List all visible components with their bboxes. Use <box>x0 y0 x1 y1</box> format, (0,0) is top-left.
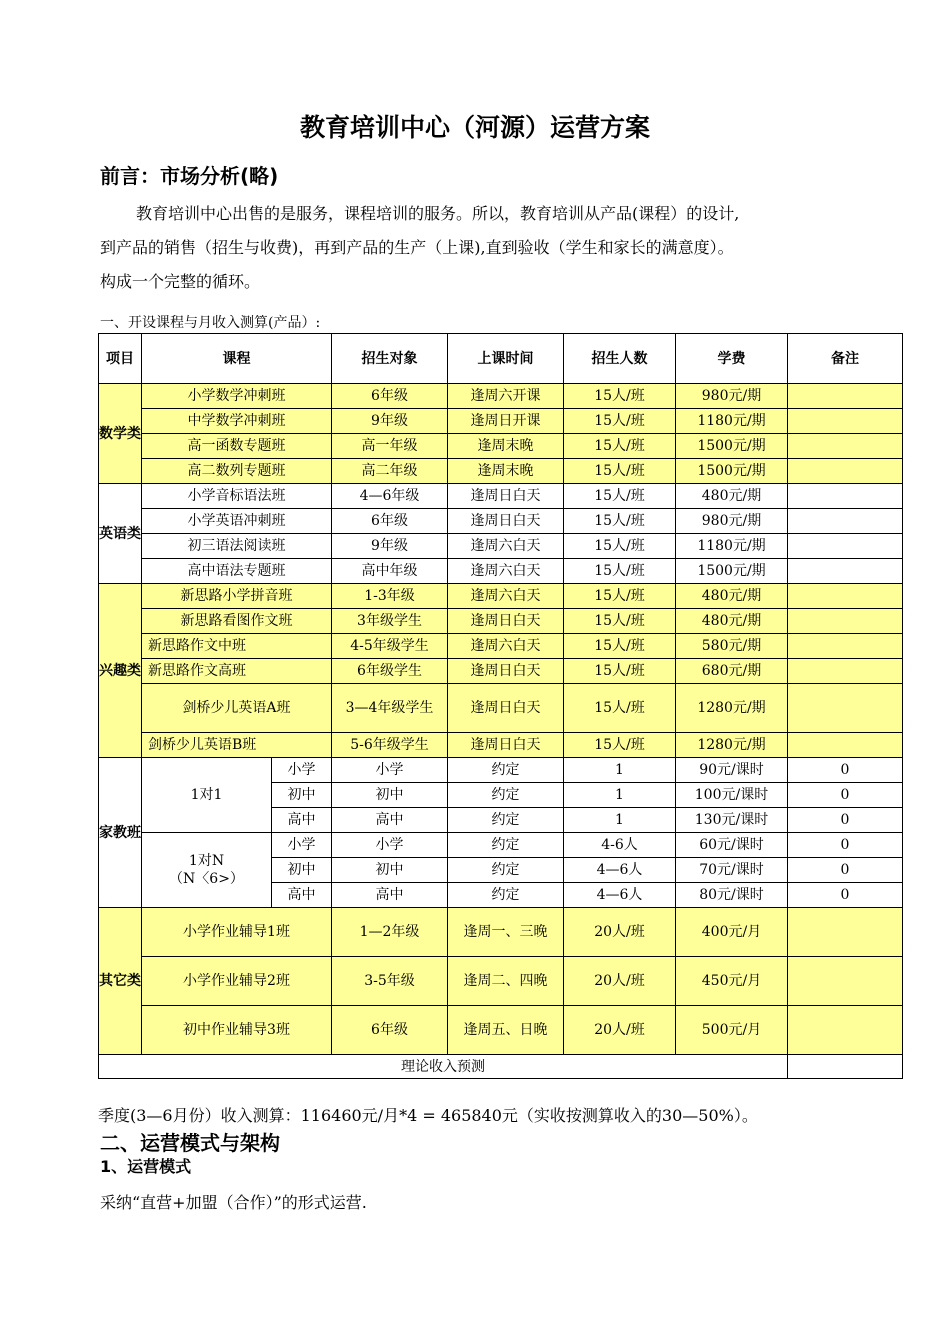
table-row <box>99 559 903 584</box>
time-cell: 逢周六白天 <box>448 584 564 609</box>
time-cell: 逢周日开课 <box>448 409 564 434</box>
time-cell: 逢周五、日晚 <box>448 1006 564 1055</box>
note-cell <box>788 733 903 758</box>
time-cell: 约定 <box>448 808 564 833</box>
size-cell: 15人/班 <box>564 384 676 409</box>
course-cell: 中学数学冲刺班 <box>142 409 332 434</box>
course-cell: 小学作业辅导1班 <box>142 908 332 957</box>
table-row <box>99 409 903 434</box>
header-target: 招生对象 <box>332 334 448 384</box>
category-tutor: 家教班 <box>99 758 142 908</box>
fee-cell: 580元/期 <box>676 634 788 659</box>
target-cell: 9年级 <box>332 534 448 559</box>
section-2-heading: 二、运营模式与架构 <box>100 1131 280 1155</box>
size-cell: 4-6人 <box>564 833 676 858</box>
size-cell: 15人/班 <box>564 733 676 758</box>
time-cell: 逢周日白天 <box>448 733 564 758</box>
course-cell: 小学英语冲刺班 <box>142 509 332 534</box>
table-row <box>99 609 903 634</box>
time-cell: 逢周末晚 <box>448 434 564 459</box>
note-cell <box>788 384 903 409</box>
note-cell <box>788 957 903 1006</box>
course-cell: 剑桥少儿英语B班 <box>142 733 332 758</box>
quarter-income-line: 季度(3—6月份）收入测算：116460元/月*4 = 465840元（实收按测算收入的30—50%）。 <box>98 1106 758 1125</box>
size-cell: 15人/班 <box>564 484 676 509</box>
time-cell: 约定 <box>448 758 564 783</box>
note-cell <box>788 434 903 459</box>
fee-cell: 1280元/期 <box>676 733 788 758</box>
fee-cell: 130元/课时 <box>676 808 788 833</box>
course-cell: 新思路作文高班 <box>142 659 332 684</box>
fee-cell: 500元/月 <box>676 1006 788 1055</box>
tutor-group-1to1: 1对1 <box>142 758 272 833</box>
category-interest: 兴趣类 <box>99 584 142 758</box>
table-row <box>99 957 903 1006</box>
table-row <box>99 584 903 609</box>
income-forecast-label: 理论收入预测 <box>99 1055 788 1079</box>
note-cell <box>788 1006 903 1055</box>
time-cell: 约定 <box>448 858 564 883</box>
time-cell: 逢周日白天 <box>448 659 564 684</box>
target-cell: 小学 <box>332 833 448 858</box>
fee-cell: 1280元/期 <box>676 684 788 733</box>
note-cell <box>788 459 903 484</box>
fee-cell: 480元/期 <box>676 484 788 509</box>
course-cell: 小学数学冲刺班 <box>142 384 332 409</box>
size-cell: 15人/班 <box>564 409 676 434</box>
preface-heading: 前言：市场分析(略) <box>100 164 279 188</box>
section-2-text: 采纳“直营+加盟（合作）”的形式运营. <box>100 1193 367 1212</box>
section-2-subheading: 1、运营模式 <box>100 1157 192 1176</box>
target-cell: 初中 <box>332 858 448 883</box>
target-cell: 高一年级 <box>332 434 448 459</box>
document-title: 教育培训中心（河源）运营方案 <box>299 113 650 142</box>
target-cell: 6年级学生 <box>332 659 448 684</box>
table-row <box>99 659 903 684</box>
time-cell: 逢周六白天 <box>448 559 564 584</box>
size-cell: 15人/班 <box>564 559 676 584</box>
tutor-group-label-1: 1对N <box>188 853 225 869</box>
fee-cell: 60元/课时 <box>676 833 788 858</box>
course-cell: 剑桥少儿英语A班 <box>142 684 332 733</box>
header-course: 课程 <box>142 334 332 384</box>
fee-cell: 980元/期 <box>676 384 788 409</box>
note-cell <box>788 509 903 534</box>
fee-cell: 1180元/期 <box>676 534 788 559</box>
size-cell: 15人/班 <box>564 634 676 659</box>
course-cell: 新思路小学拼音班 <box>142 584 332 609</box>
table-row <box>99 733 903 758</box>
size-cell: 15人/班 <box>564 459 676 484</box>
time-cell: 逢周日白天 <box>448 484 564 509</box>
size-cell: 4—6人 <box>564 883 676 908</box>
target-cell: 3-5年级 <box>332 957 448 1006</box>
time-cell: 逢周日白天 <box>448 684 564 733</box>
time-cell: 逢周六白天 <box>448 634 564 659</box>
fee-cell: 450元/月 <box>676 957 788 1006</box>
note-cell: 0 <box>788 783 903 808</box>
course-cell: 小学作业辅导2班 <box>142 957 332 1006</box>
table-row <box>99 459 903 484</box>
time-cell: 逢周一、三晚 <box>448 908 564 957</box>
target-cell: 3—4年级学生 <box>332 684 448 733</box>
size-cell: 1 <box>564 783 676 808</box>
note-cell <box>788 634 903 659</box>
level-cell: 初中 <box>272 783 332 808</box>
note-cell <box>788 409 903 434</box>
table-row <box>99 758 903 783</box>
size-cell: 15人/班 <box>564 534 676 559</box>
fee-cell: 480元/期 <box>676 609 788 634</box>
table-row <box>99 509 903 534</box>
level-cell: 小学 <box>272 833 332 858</box>
fee-cell: 100元/课时 <box>676 783 788 808</box>
note-cell <box>788 908 903 957</box>
course-cell: 新思路作文中班 <box>142 634 332 659</box>
target-cell: 6年级 <box>332 1006 448 1055</box>
table-header-row <box>99 334 903 384</box>
target-cell: 4-5年级学生 <box>332 634 448 659</box>
course-cell: 高二数列专题班 <box>142 459 332 484</box>
level-cell: 高中 <box>272 808 332 833</box>
note-cell <box>788 584 903 609</box>
fee-cell: 1500元/期 <box>676 559 788 584</box>
category-other: 其它类 <box>99 908 142 1055</box>
time-cell: 逢周日白天 <box>448 509 564 534</box>
time-cell: 逢周六白天 <box>448 534 564 559</box>
target-cell: 5-6年级学生 <box>332 733 448 758</box>
table-row <box>99 1006 903 1055</box>
course-cell: 高中语法专题班 <box>142 559 332 584</box>
size-cell: 15人/班 <box>564 509 676 534</box>
fee-cell: 1500元/期 <box>676 434 788 459</box>
course-income-table <box>98 333 903 1079</box>
table-caption: 一、开设课程与月收入测算(产品）: <box>100 315 321 331</box>
table-row <box>99 833 903 858</box>
fee-cell: 680元/期 <box>676 659 788 684</box>
time-cell: 约定 <box>448 883 564 908</box>
target-cell: 3年级学生 <box>332 609 448 634</box>
note-cell <box>788 534 903 559</box>
course-cell: 高一函数专题班 <box>142 434 332 459</box>
preface-line-2: 到产品的销售（招生与收费)，再到产品的生产（上课),直到验收（学生和家长的满意度）。 <box>100 238 734 257</box>
target-cell: 小学 <box>332 758 448 783</box>
target-cell: 高二年级 <box>332 459 448 484</box>
preface-line-3: 构成一个完整的循环。 <box>100 272 261 291</box>
size-cell: 15人/班 <box>564 659 676 684</box>
size-cell: 15人/班 <box>564 584 676 609</box>
note-cell <box>788 659 903 684</box>
header-fee: 学费 <box>676 334 788 384</box>
fee-cell: 80元/课时 <box>676 883 788 908</box>
preface-line-1: 教育培训中心出售的是服务，课程培训的服务。所以，教育培训从产品(课程）的设计, <box>136 204 740 223</box>
size-cell: 1 <box>564 758 676 783</box>
table-row <box>99 684 903 733</box>
note-cell: 0 <box>788 808 903 833</box>
fee-cell: 70元/课时 <box>676 858 788 883</box>
size-cell: 15人/班 <box>564 434 676 459</box>
fee-cell: 1500元/期 <box>676 459 788 484</box>
category-math: 数学类 <box>99 384 142 484</box>
note-cell: 0 <box>788 858 903 883</box>
table-row <box>99 534 903 559</box>
course-cell: 小学音标语法班 <box>142 484 332 509</box>
note-cell: 0 <box>788 833 903 858</box>
target-cell: 高中年级 <box>332 559 448 584</box>
header-time: 上课时间 <box>448 334 564 384</box>
size-cell: 20人/班 <box>564 1006 676 1055</box>
fee-cell: 400元/月 <box>676 908 788 957</box>
table-row <box>99 384 903 409</box>
header-size: 招生人数 <box>564 334 676 384</box>
note-cell: 0 <box>788 758 903 783</box>
fee-cell: 980元/期 <box>676 509 788 534</box>
note-cell <box>788 559 903 584</box>
target-cell: 6年级 <box>332 509 448 534</box>
target-cell: 6年级 <box>332 384 448 409</box>
note-cell <box>788 684 903 733</box>
course-cell: 初三语法阅读班 <box>142 534 332 559</box>
category-english: 英语类 <box>99 484 142 584</box>
time-cell: 逢周日白天 <box>448 609 564 634</box>
table-row <box>99 434 903 459</box>
course-cell: 新思路看图作文班 <box>142 609 332 634</box>
tutor-group-label-2: （N〈6>） <box>169 871 244 887</box>
size-cell: 4—6人 <box>564 858 676 883</box>
fee-cell: 480元/期 <box>676 584 788 609</box>
target-cell: 高中 <box>332 883 448 908</box>
fee-cell: 90元/课时 <box>676 758 788 783</box>
table-row <box>99 634 903 659</box>
course-cell: 初中作业辅导3班 <box>142 1006 332 1055</box>
time-cell: 约定 <box>448 783 564 808</box>
target-cell: 4—6年级 <box>332 484 448 509</box>
time-cell: 逢周末晚 <box>448 459 564 484</box>
preface-paragraph <box>100 197 890 299</box>
header-note: 备注 <box>788 334 903 384</box>
size-cell: 20人/班 <box>564 908 676 957</box>
tutor-group-1toN <box>142 833 272 908</box>
income-forecast-value <box>788 1055 903 1079</box>
size-cell: 15人/班 <box>564 684 676 733</box>
time-cell: 约定 <box>448 833 564 858</box>
target-cell: 高中 <box>332 808 448 833</box>
level-cell: 高中 <box>272 883 332 908</box>
target-cell: 1—2年级 <box>332 908 448 957</box>
table-row <box>99 908 903 957</box>
size-cell: 20人/班 <box>564 957 676 1006</box>
level-cell: 初中 <box>272 858 332 883</box>
size-cell: 1 <box>564 808 676 833</box>
note-cell: 0 <box>788 883 903 908</box>
time-cell: 逢周二、四晚 <box>448 957 564 1006</box>
note-cell <box>788 609 903 634</box>
level-cell: 小学 <box>272 758 332 783</box>
size-cell: 15人/班 <box>564 609 676 634</box>
time-cell: 逢周六开课 <box>448 384 564 409</box>
target-cell: 9年级 <box>332 409 448 434</box>
table-row <box>99 484 903 509</box>
header-item: 项目 <box>99 334 142 384</box>
fee-cell: 1180元/期 <box>676 409 788 434</box>
note-cell <box>788 484 903 509</box>
target-cell: 1-3年级 <box>332 584 448 609</box>
target-cell: 初中 <box>332 783 448 808</box>
table-footer-row <box>99 1055 903 1079</box>
